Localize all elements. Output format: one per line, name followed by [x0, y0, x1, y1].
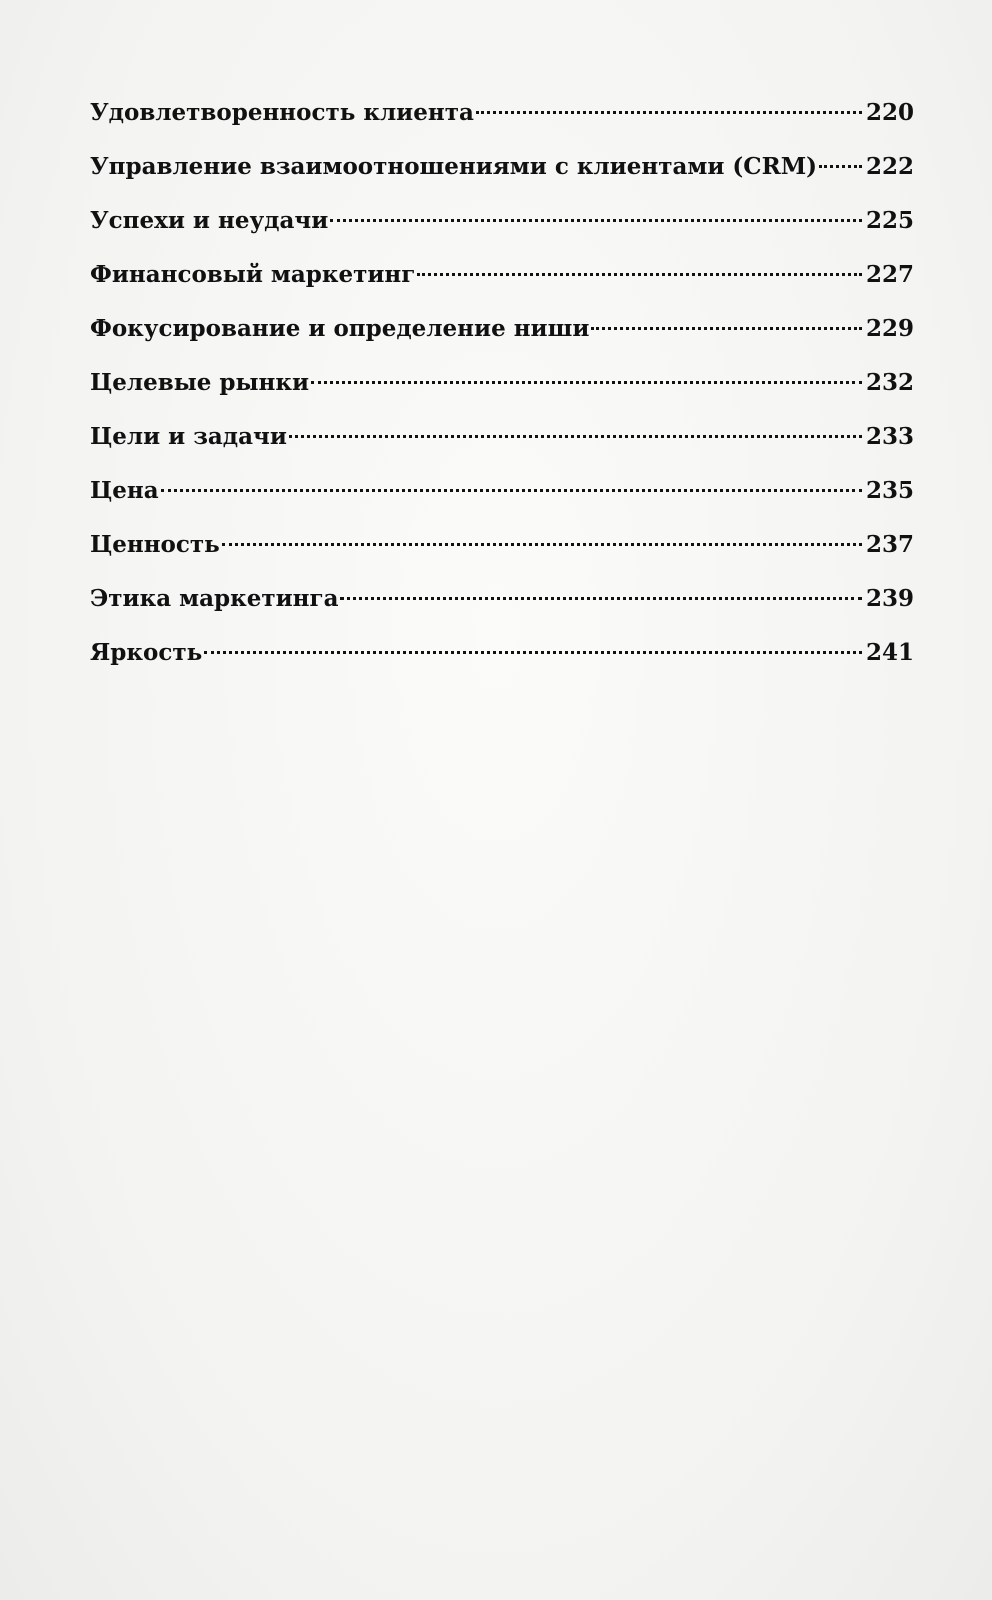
- toc-entry-page-number: 222: [865, 153, 914, 180]
- toc-entry-page-number: 232: [865, 369, 914, 396]
- dot-leader: [417, 273, 862, 276]
- dot-leader: [340, 597, 862, 600]
- dot-leader: [204, 651, 862, 654]
- toc-entry: [90, 302, 914, 356]
- toc-entry-title: Цели и задачи: [90, 423, 287, 450]
- toc-entry-title: Этика маркетинга: [90, 585, 339, 612]
- dot-leader: [289, 435, 862, 438]
- toc-entry: [90, 140, 914, 194]
- dot-leader: [476, 111, 862, 114]
- toc-entry-page-number: 235: [865, 477, 914, 504]
- toc-entry: [90, 356, 914, 410]
- dot-leader: [222, 543, 862, 546]
- dot-leader: [819, 165, 862, 168]
- toc-entry-title: Цена: [90, 477, 159, 504]
- dot-leader: [330, 219, 862, 222]
- show-through-reverse-text: [90, 690, 910, 1460]
- toc-entry-title: Финансовый маркетинг: [90, 261, 416, 288]
- toc-entry-page-number: 241: [865, 639, 914, 666]
- toc-entry: [90, 572, 914, 626]
- table-of-contents: [90, 86, 914, 680]
- toc-entry: [90, 410, 914, 464]
- dot-leader: [311, 381, 862, 384]
- toc-entry: [90, 86, 914, 140]
- toc-entry-page-number: 239: [865, 585, 914, 612]
- toc-entry-title: Успехи и неудачи: [90, 207, 329, 234]
- toc-entry-page-number: 227: [865, 261, 914, 288]
- toc-entry-page-number: 233: [865, 423, 914, 450]
- toc-entry-page-number: 237: [865, 531, 914, 558]
- toc-entry-page-number: 220: [865, 99, 914, 126]
- toc-entry-page-number: 229: [865, 315, 914, 342]
- toc-entry-title: Удовлетворенность клиента: [90, 99, 474, 126]
- toc-entry: [90, 464, 914, 518]
- toc-entry: [90, 194, 914, 248]
- toc-entry-title: Яркость: [90, 639, 203, 666]
- toc-entry-page-number: 225: [865, 207, 914, 234]
- toc-entry: [90, 518, 914, 572]
- toc-entry-title: Управление взаимоотношениями с клиентами (CRM): [90, 153, 818, 180]
- dot-leader: [161, 489, 862, 492]
- toc-entry-title: Фокусирование и определение ниши: [90, 315, 590, 342]
- dot-leader: [591, 327, 862, 330]
- toc-entry-title: Целевые рынки: [90, 369, 310, 396]
- toc-entry: [90, 626, 914, 680]
- toc-entry: [90, 248, 914, 302]
- toc-entry-title: Ценность: [90, 531, 220, 558]
